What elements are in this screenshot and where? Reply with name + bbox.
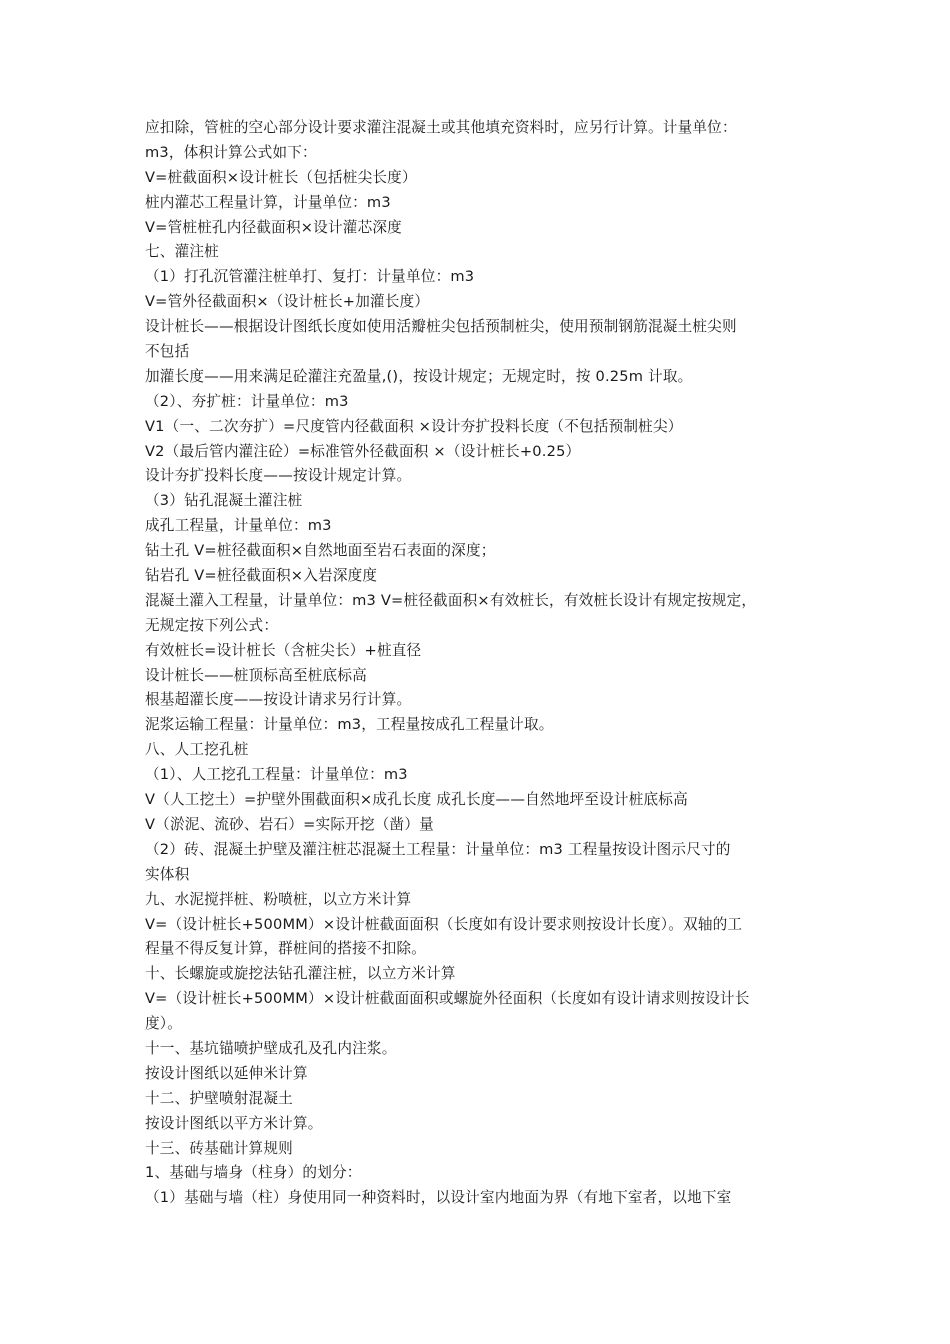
text-line: 按设计图纸以平方米计算。 — [145, 1114, 323, 1132]
text-line: 钻土孔 V=桩径截面积×自然地面至岩石表面的深度； — [145, 542, 496, 560]
text-line: 钻岩孔 V=桩径截面积×入岩深度度 — [145, 567, 378, 585]
section-heading: 九、水泥搅拌桩、粉喷桩，以立方米计算 — [145, 890, 412, 908]
text-line: 加灌长度——用来满足砼灌注充盈量,()，按设计规定；无规定时，按 0.25m 计取。 — [145, 367, 693, 385]
section-heading: 十三、砖基础计算规则 — [145, 1139, 293, 1157]
text-line: V（淤泥、流砂、岩石）=实际开挖（凿）量 — [145, 815, 434, 833]
text-line: 设计夯扩投料长度——按设计规定计算。 — [145, 467, 412, 485]
text-line: 按设计图纸以延伸米计算 — [145, 1064, 308, 1082]
text-line: V=（设计桩长+500MM）×设计桩截面面积或螺旋外径面积（长度如有设计请求则按设计长 — [145, 990, 750, 1008]
text-line: （1）打孔沉管灌注桩单打、复打：计量单位：m3 — [145, 268, 475, 286]
section-heading: 十、长螺旋或旋挖法钻孔灌注桩，以立方米计算 — [145, 965, 456, 983]
text-line: 设计桩长——桩顶标高至桩底标高 — [145, 666, 367, 684]
text-line: V=管外径截面积×（设计桩长+加灌长度） — [145, 293, 430, 311]
section-heading: 十一、基坑锚喷护壁成孔及孔内注浆。 — [145, 1039, 397, 1057]
text-line: （1）基础与墙（柱）身使用同一种资料时，以设计室内地面为界（有地下室者，以地下室 — [145, 1189, 732, 1207]
text-line: （1）、人工挖孔工程量：计量单位：m3 — [145, 766, 408, 784]
text-line: 应扣除，管桩的空心部分设计要求灌注混凝土或其他填充资料时，应另行计算。计量单位： — [145, 119, 737, 136]
text-line: 1、基础与墙身（柱身）的划分： — [145, 1164, 362, 1182]
text-line: 设计桩长——根据设计图纸长度如使用活瓣桩尖包括预制桩尖，使用预制钢筋混凝土桩尖则 — [145, 318, 737, 336]
text-line: 度）。 — [145, 1015, 183, 1033]
text-line: 程量不得反复计算，群桩间的搭接不扣除。 — [145, 940, 427, 958]
text-line: （3）钻孔混凝土灌注桩 — [145, 492, 303, 510]
text-line: m3，体积计算公式如下： — [145, 143, 317, 161]
section-heading: 八、人工挖孔桩 — [145, 741, 249, 759]
section-heading: 十二、护壁喷射混凝土 — [145, 1089, 293, 1107]
text-line: 成孔工程量，计量单位：m3 — [145, 517, 332, 535]
text-line: V=（设计桩长+500MM）×设计桩截面面积（长度如有设计要求则按设计长度）。双轴的工 — [145, 915, 743, 933]
text-line: 根基超灌长度——按设计请求另行计算。 — [145, 691, 412, 709]
section-heading: 七、灌注桩 — [145, 243, 219, 261]
text-line: V2（最后管内灌注砼）=标准管外径截面积 ×（设计桩长+0.25） — [145, 442, 581, 460]
text-line: 桩内灌芯工程量计算，计量单位：m3 — [145, 193, 391, 211]
text-line: 实体积 — [145, 865, 190, 883]
text-line: V（人工挖土）=护壁外围截面积×成孔长度 成孔长度——自然地坪至设计桩底标高 — [145, 791, 688, 809]
text-line: 无规定按下列公式： — [145, 616, 279, 634]
text-line: V1（一、二次夯扩）=尺度管内径截面积 ×设计夯扩投料长度（不包括预制桩尖） — [145, 417, 683, 435]
text-line: V=桩截面积×设计桩长（包括桩尖长度） — [145, 168, 417, 186]
text-line: （2）、夯扩桩：计量单位：m3 — [145, 392, 349, 410]
text-line: 混凝土灌入工程量，计量单位：m3 V=桩径截面积×有效桩长，有效桩长设计有规定按规定， — [145, 591, 757, 609]
text-line: （2）砖、混凝土护壁及灌注桩芯混凝土工程量：计量单位：m3 工程量按设计图示尺寸的 — [145, 840, 731, 858]
text-line: V=管桩桩孔内径截面积×设计灌芯深度 — [145, 218, 402, 236]
document-body — [145, 116, 815, 1211]
text-line: 泥浆运输工程量：计量单位：m3，工程量按成孔工程量计取。 — [145, 716, 554, 734]
text-line: 有效桩长=设计桩长（含桩尖长）+桩直径 — [145, 641, 422, 659]
text-line: 不包括 — [145, 343, 190, 361]
